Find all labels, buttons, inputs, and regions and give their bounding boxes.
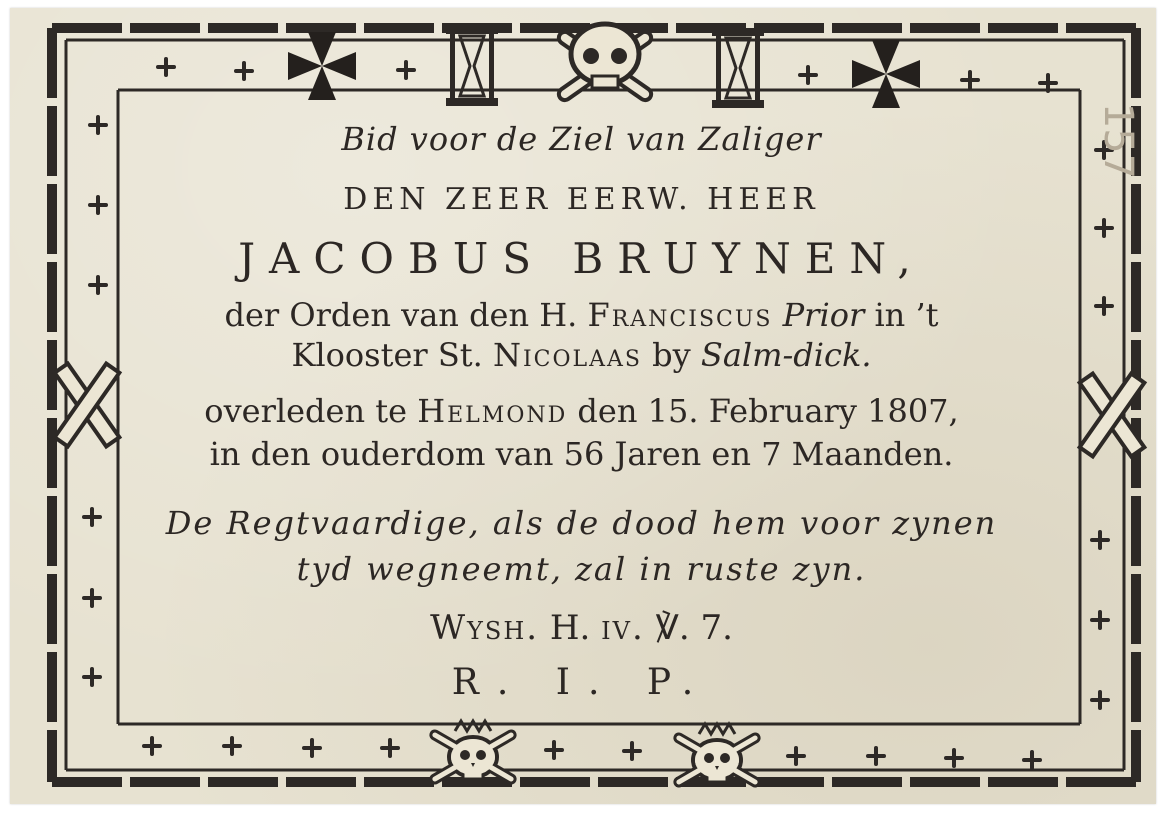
title-line: DEN ZEER EERW. HEER xyxy=(343,182,820,217)
monastery-line xyxy=(0,336,1163,374)
death-text-2: Helmond xyxy=(417,392,568,430)
reference-text-3: iv. xyxy=(601,608,645,648)
rip-line: R. I. P. xyxy=(451,662,712,703)
order-text-5: in ’t xyxy=(864,296,939,334)
scripture-reference xyxy=(0,608,1163,648)
death-text-3: den 15. February 1807, xyxy=(567,392,959,430)
reference-text-4: ℣. 7. xyxy=(644,608,733,648)
monastery-text-1: Klooster St. xyxy=(291,336,493,374)
death-line xyxy=(0,392,1163,430)
inventory-number: 157 xyxy=(1095,102,1142,180)
order-text-2: Franciscus xyxy=(587,296,773,334)
death-text-1: overleden te xyxy=(204,392,418,430)
scripture-line-2: tyd wegneemt, zal in ruste zyn. xyxy=(296,550,867,588)
scripture-line-1: De Regtvaardige, als de dood hem voor zynen xyxy=(165,504,998,542)
reference-text-2: H. xyxy=(539,608,602,648)
deceased-name: JACOBUS BRUYNEN, xyxy=(238,234,925,283)
order-line xyxy=(0,296,1163,334)
prayer-heading: Bid voor de Ziel van Zaliger xyxy=(341,120,822,158)
monastery-text-2: Nicolaas xyxy=(492,336,642,374)
monastery-text-3: by xyxy=(642,336,701,374)
order-text-4: Prior xyxy=(782,296,865,334)
age-line: in den ouderdom van 56 Jaren en 7 Maanden. xyxy=(209,435,954,473)
order-text-1: der Orden van den H. xyxy=(224,296,588,334)
monastery-text-4: Salm-dick. xyxy=(700,336,872,374)
order-text-3 xyxy=(772,296,782,334)
reference-text-1: Wysh. xyxy=(430,608,540,648)
